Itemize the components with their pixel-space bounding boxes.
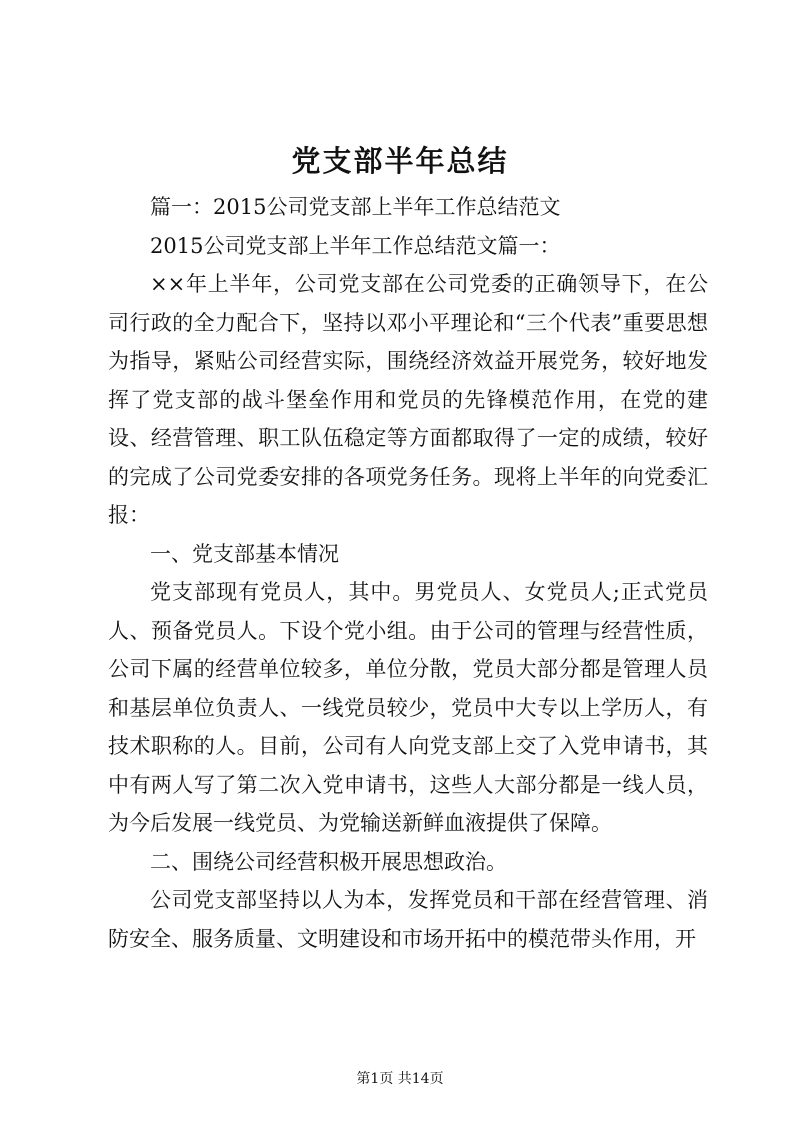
document-body <box>108 188 708 958</box>
document-title: 党支部半年总结 <box>291 144 509 178</box>
paragraph-basic-situation: 党支部现有党员人，其中。男党员人、女党员人;正式党员人、预备党员人。下设个党小组。由于公司的管理与经营性质，公司下属的经营单位较多，单位分散，党员大部分都是管理人员和基层单位负责人、一线党员较少，党员中大专以上学历人，有技术职称的人。目前，公司有人向党支部上交了入党申请书，其中有两人写了第二次入党申请书，这些人大部分都是一线人员，为今后发展一线党员、为党输送新鲜血液提供了保障。 <box>108 580 708 835</box>
paragraph-article-heading: 篇一：2015公司党支部上半年工作总结范文 <box>150 195 561 219</box>
paragraph-intro: ××年上半年，公司党支部在公司党委的正确领导下，在公司行政的全力配合下，坚持以邓小平理论和“三个代表”重要思想为指导，紧贴公司经营实际，围绕经济效益开展党务，较好地发挥了党支部的战斗堡垒作用和党员的先锋模范作用，在党的建设、经营管理、职工队伍稳定等方面都取得了一定的成绩，较好的完成了公司党委安排的各项党务任务。现将上半年的向党委汇报： <box>108 272 708 527</box>
section-heading-basic-situation: 一、党支部基本情况 <box>150 541 339 566</box>
paragraph-subheading: 2015公司党支部上半年工作总结范文篇一： <box>150 233 561 258</box>
section-heading-political-work: 二、围绕公司经营积极开展思想政治。 <box>150 849 507 874</box>
paragraph-political-work: 公司党支部坚持以人为本，发挥党员和干部在经营管理、消防安全、服务质量、文明建设和市场开拓中的模范带头作用，开 <box>108 888 708 951</box>
page-number-footer: 第1页 共14页 <box>356 1071 444 1087</box>
